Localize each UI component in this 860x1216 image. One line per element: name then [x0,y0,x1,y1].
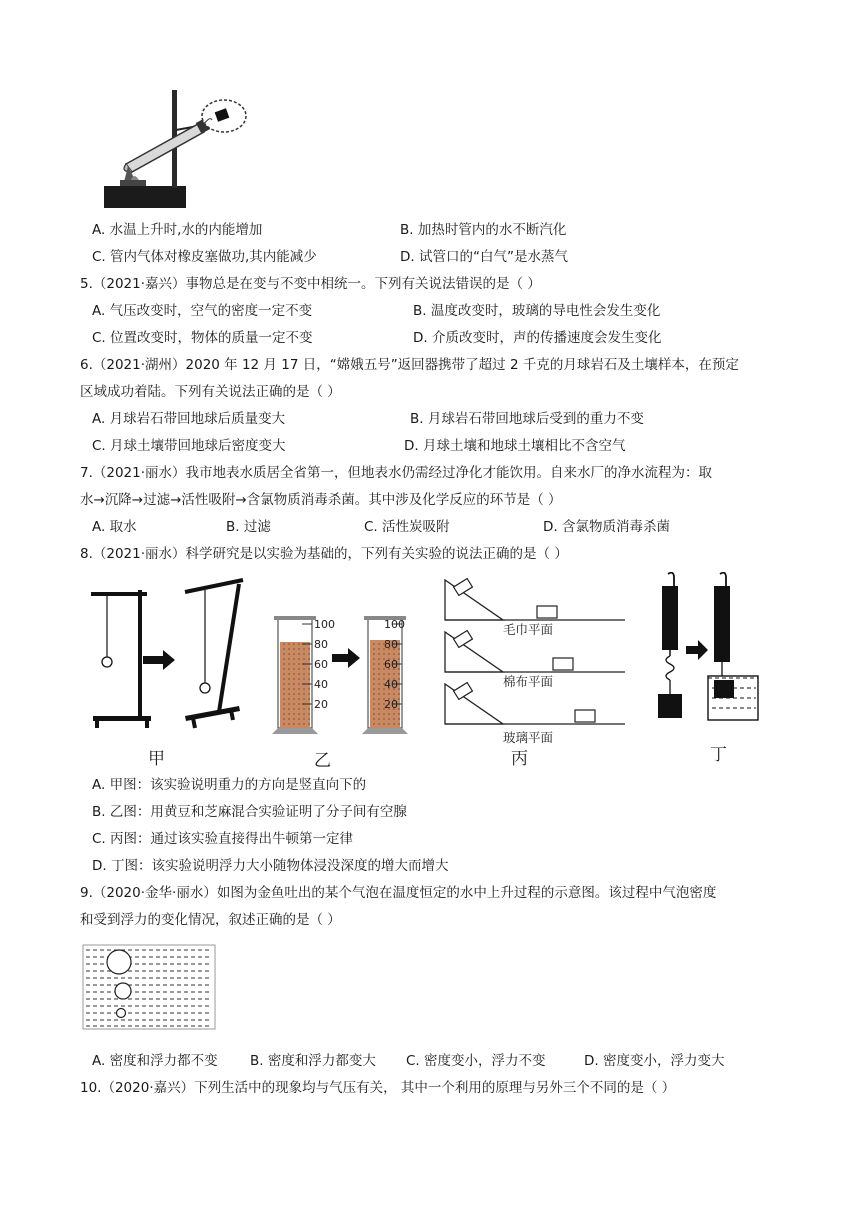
tick-60: 60 [314,658,328,671]
q7-option-c[interactable]: C. 活性炭吸附 [364,519,450,535]
q9-bubble-figure [82,944,217,1032]
q6-stem-line2: 区域成功着陆。下列有关说法正确的是（ ） [80,384,341,400]
surface-label-towel: 毛巾平面 [503,622,554,637]
q8-figure-ding [654,572,764,768]
q9-stem-line1: 9.（2020·金华·丽水）如图为金鱼吐出的某个气泡在温度恒定的水中上升过程的示意图。该过程中气泡密度 [80,885,717,901]
q8-option-d[interactable]: D. 丁图：该实验说明浮力大小随物体浸没深度的增大而增大 [92,858,449,874]
figure-label-yi: 乙 [314,751,331,770]
q8-figure-bing [443,574,628,768]
q8-option-b[interactable]: B. 乙图：用黄豆和芝麻混合实验证明了分子间有空腺 [92,804,407,820]
tick-80-b: 80 [384,638,398,651]
q7-option-a[interactable]: A. 取水 [92,519,137,535]
q4-option-c[interactable]: C. 管内气体对橡皮塞做功,其内能减少 [92,249,317,265]
q5-option-d[interactable]: D. 介质改变时，声的传播速度会发生变化 [413,330,662,346]
q9-stem-line2: 和受到浮力的变化情况，叙述正确的是（ ） [80,912,341,928]
tick-40: 40 [314,678,328,691]
q8-figure-yi [272,612,422,770]
figure-label-bing: 丙 [511,749,528,768]
q9-option-c[interactable]: C. 密度变小，浮力不变 [406,1053,546,1069]
q4-option-d[interactable]: D. 试管口的“白气”是水蒸气 [400,249,568,265]
q7-option-d[interactable]: D. 含氯物质消毒杀菌 [543,519,670,535]
q8-option-c[interactable]: C. 丙图：通过该实验直接得出牛顿第一定律 [92,831,354,847]
q8-figure-jia [85,578,255,768]
q9-option-d[interactable]: D. 密度变小，浮力变大 [584,1053,725,1069]
figure-label-jia: 甲 [148,749,165,768]
q6-option-c[interactable]: C. 月球土壤带回地球后密度变大 [92,438,286,454]
q7-stem-line1: 7.（2021·丽水）我市地表水质居全省第一，但地表水仍需经过净化才能饮用。自来水厂的净水流程为：取 [80,465,713,481]
surface-label-cotton: 棉布平面 [503,674,554,689]
surface-label-glass: 玻璃平面 [503,730,554,745]
q6-option-a[interactable]: A. 月球岩石带回地球后质量变大 [92,411,286,427]
q4-option-a[interactable]: A. 水温上升时,水的内能增加 [92,222,263,238]
q9-option-a[interactable]: A. 密度和浮力都不变 [92,1053,218,1069]
tick-40-b: 40 [384,678,398,691]
tick-60-b: 60 [384,658,398,671]
test-tube-heating-figure [100,86,250,212]
tick-100-b: 100 [384,618,405,631]
q5-option-b[interactable]: B. 温度改变时，玻璃的导电性会发生变化 [413,303,661,319]
tick-100: 100 [314,618,335,631]
q5-stem: 5.（2021·嘉兴）事物总是在变与不变中相统一。下列有关说法错误的是（ ） [80,276,541,292]
q7-option-b[interactable]: B. 过滤 [226,519,271,535]
figure-label-ding: 丁 [710,745,727,765]
q9-option-b[interactable]: B. 密度和浮力都变大 [250,1053,376,1069]
tick-20-b: 20 [384,698,398,711]
q5-option-c[interactable]: C. 位置改变时，物体的质量一定不变 [92,330,313,346]
q6-stem-line1: 6.（2021·湖州）2020 年 12 月 17 日，“嫦娥五号”返回器携带了超过 2 千克的月球岩石及土壤样本，在预定 [80,357,739,373]
q6-option-d[interactable]: D. 月球土壤和地球土壤相比不含空气 [404,438,626,454]
tick-20: 20 [314,698,328,711]
q5-option-a[interactable]: A. 气压改变时，空气的密度一定不变 [92,303,313,319]
q10-stem: 10.（2020·嘉兴）下列生活中的现象均与气压有关， 其中一个利用的原理与另外三个不同的是（ ） [80,1080,676,1096]
q8-stem: 8.（2021·丽水）科学研究是以实验为基础的，下列有关实验的说法正确的是（ ） [80,546,568,562]
tick-80: 80 [314,638,328,651]
q8-option-a[interactable]: A. 甲图：该实验说明重力的方向是竖直向下的 [92,777,367,793]
q4-option-b[interactable]: B. 加热时管内的水不断汽化 [400,222,567,238]
q6-option-b[interactable]: B. 月球岩石带回地球后受到的重力不变 [410,411,644,427]
q7-stem-line2: 水→沉降→过滤→活性吸附→含氯物质消毒杀菌。其中涉及化学反应的环节是（ ） [80,492,562,508]
